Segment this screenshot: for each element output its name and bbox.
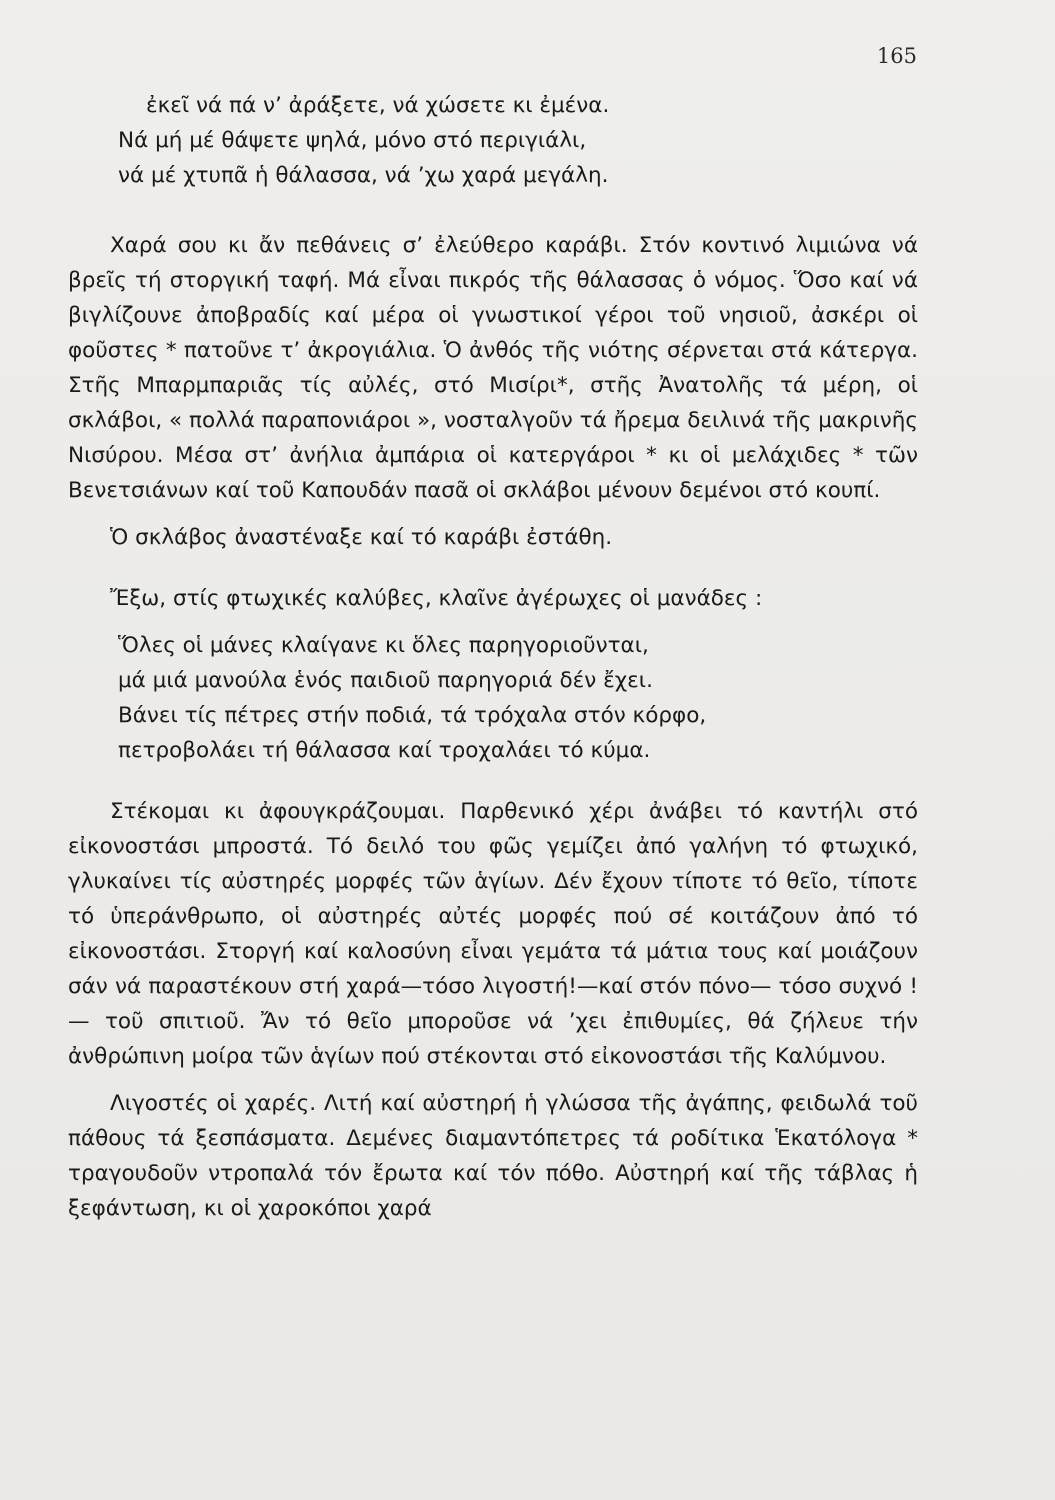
paragraph: Λιγοστές οἱ χαρές. Λιτή καί αὐστηρή ἡ γλώσσα τῆς ἀγάπης, φειδωλά τοῦ πάθους τά ξεσπάσματα. Δεμένες διαμαντόπετρες τά ροδίτικα Ἑκατόλογα * τραγουδοῦν ντροπαλά τόν ἔρωτα καί τόν πόθο. Αὐστηρή καί τῆς τάβλας ἡ ξεφάντωση, κι οἱ χαροκόποι χαρά bbox=[68, 1091, 918, 1221]
verse-line: νά μέ χτυπᾶ ἡ θάλασσα, νά ’χω χαρά μεγάλη. bbox=[118, 163, 609, 188]
verse-block-2 bbox=[68, 628, 918, 768]
paragraph: Ὁ σκλάβος ἀναστέναξε καί τό καράβι ἐστάθη. bbox=[110, 525, 613, 550]
page-number: 165 bbox=[876, 44, 917, 68]
paragraph: Χαρά σου κι ἄν πεθάνεις σ’ ἐλεύθερο καράβι. Στόν κοντινό λιμιώνα νά βρεῖς τή στοργική ταφή. Μά εἶναι πικρός τῆς θάλασσας ὁ νόμος. Ὅσο καί νά βιγλίζουνε ἀποβραδίς καί μέρα οἱ γνωστικοί γέροι τοῦ νησιοῦ, ἀσκέρι οἱ φοῦστες * πατοῦνε τ’ ἀκρογιάλια. Ὁ ἀνθός τῆς νιότης σέρνεται στά κάτεργα. Στῆς Μπαρμπαριᾶς τίς αὐλές, στό Μισίρι*, στῆς Ἀνατολῆς τά μέρη, οἱ σκλάβοι, « πολλά παραπονιάροι », νοσταλγοῦν τά ἤρεμα δειλινά τῆς μακρινῆς Νισύρου. Μέσα στ’ ἀνήλια ἀμπάρια οἱ κατεργάροι * κι οἱ μελάχιδες * τῶν Βενετσιάνων καί τοῦ Καπουδάν πασᾶ οἱ σκλάβοι μένουν δεμένοι στό κουπί. bbox=[68, 233, 918, 503]
verse-line: μά μιά μανούλα ἑνός παιδιοῦ παρηγοριά δέν ἔχει. bbox=[118, 668, 653, 693]
verse-line: Ὅλες οἱ μάνες κλαίγανε κι ὅλες παρηγοριοῦνται, bbox=[118, 633, 649, 658]
verse-line: πετροβολάει τή θάλασσα καί τροχαλάει τό κύμα. bbox=[118, 738, 651, 763]
verse-line: ἐκεῖ νά πά ν’ ἀράξετε, νά χώσετε κι ἐμένα. bbox=[146, 93, 610, 118]
page-text bbox=[68, 88, 918, 1226]
verse-line: Βάνει τίς πέτρες στήν ποδιά, τά τρόχαλα στόν κόρφο, bbox=[118, 703, 707, 728]
verse-line: Νά μή μέ θάψετε ψηλά, μόνο στό περιγιάλι, bbox=[118, 128, 587, 153]
verse-block-1 bbox=[68, 88, 918, 193]
paragraph: Στέκομαι κι ἀφουγκράζουμαι. Παρθενικό χέρι ἀνάβει τό καντήλι στό εἰκονοστάσι μπροστά. Τό δειλό του φῶς γεμίζει ἀπό γαλήνη τό φτωχικό, γλυκαίνει τίς αὐστηρές μορφές τῶν ἁγίων. Δέν ἔχουν τίποτε τό θεῖο, τίποτε τό ὑπεράνθρωπο, οἱ αὐστηρές αὐτές μορφές πού σέ κοιτάζουν ἀπό τό εἰκονοστάσι. Στοργή καί καλοσύνη εἶναι γεμάτα τά μάτια τους καί μοιάζουν σάν νά παραστέκουν στή χαρά—τόσο λιγοστή!—καί στόν πόνο— τόσο συχνό !— τοῦ σπιτιοῦ. Ἄν τό θεῖο μποροῦσε νά ’χει ἐπιθυμίες, θά ζήλευε τήν ἀνθρώπινη μοίρα τῶν ἁγίων πού στέκονται στό εἰκονοστάσι τῆς Καλύμνου. bbox=[68, 799, 918, 1069]
paragraph: Ἔξω, στίς φτωχικές καλύβες, κλαῖνε ἀγέρωχες οἱ μανάδες : bbox=[110, 586, 763, 611]
